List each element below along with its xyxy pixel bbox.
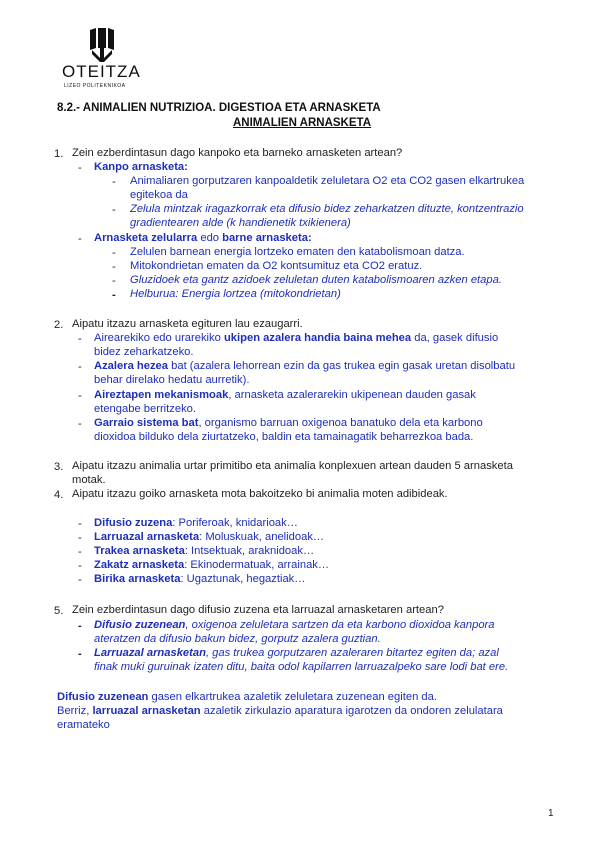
- bullet-dash: -: [78, 233, 82, 245]
- type-examples: : Ugaztunak, hegaztiak…: [180, 573, 306, 585]
- type-examples: : Moluskuak, anelidoak…: [199, 531, 325, 543]
- q1-inner-label-a: Arnasketa zelularra: [94, 232, 198, 244]
- q4-number: 4.: [54, 489, 64, 501]
- bullet-dash: -: [112, 261, 116, 273]
- bullet-dash: -: [78, 620, 82, 632]
- q2-item2-bold: Azalera hezea: [94, 360, 169, 372]
- q2-item4-cont: dioxidoa bilduko dela ziurtatzeko, baldin eta tamainagatik beharrezkoa bada.: [94, 431, 474, 443]
- q2-number: 2.: [54, 319, 64, 331]
- q2-item1-post: da, gasek difusio: [411, 332, 499, 344]
- q2-item1-pre: Airearekiko edo urarekiko: [94, 332, 224, 344]
- q1-inner-point4: Helburua: Energia lortzea (mitokondrietan): [130, 288, 341, 300]
- type-examples: : Poriferoak, knidarioak…: [172, 517, 298, 529]
- q1-number: 1.: [54, 148, 64, 160]
- q1-inner-point2: Mitokondrietan ematen da O2 kontsumituz eta CO2 eratuz.: [130, 260, 423, 272]
- type-name: Larruazal arnasketa: [94, 531, 200, 543]
- q3-text-cont: motak.: [72, 474, 106, 486]
- page-title: 8.2.- ANIMALIEN NUTRIZIOA. DIGESTIOA ETA ARNASKETA: [57, 102, 381, 114]
- bullet-dash: -: [112, 247, 116, 259]
- type-item: [94, 558, 329, 572]
- q2-item3-cont: etengabe berritzeko.: [94, 403, 196, 415]
- summary-line2: [57, 704, 503, 718]
- q2-text: Aipatu itzazu arnasketa egituren lau ezaugarri.: [72, 318, 303, 330]
- bullet-dash: -: [78, 418, 82, 430]
- q5-answer-a-cont: ateratzen da difusio bakun bidez, gorputz azalera guztian.: [94, 633, 381, 645]
- summary-line1-bold: Difusio zuzenean: [57, 691, 149, 703]
- q1-inner-label-mid: edo: [197, 232, 223, 244]
- bullet-dash: -: [78, 546, 82, 558]
- bullet-dash: -: [78, 560, 82, 572]
- bullet-dash: -: [112, 176, 116, 188]
- q1-outer-point2-cont: gradientearen alde (k handienetik txikienera): [130, 217, 351, 229]
- q5-text: Zein ezberdintasun dago difusio zuzena eta larruazal arnasketaren artean?: [72, 604, 444, 616]
- type-name: Zakatz arnasketa: [94, 559, 185, 571]
- summary-line1-rest: gasen elkartrukea azaletik zeluletara zuzenean egiten da.: [148, 691, 437, 703]
- page-number: 1: [548, 808, 554, 819]
- q5-answer-a: [94, 618, 494, 632]
- q1-text: Zein ezberdintasun dago kanpoko eta barneko arnasketen artean?: [72, 147, 403, 159]
- q4-text: Aipatu itzazu goiko arnasketa mota bakoitzeko bi animalia moten adibideak.: [72, 488, 448, 500]
- summary-line2-cont: eramateko: [57, 719, 110, 731]
- q5-answer-a-rest: , oxigenoa zeluletara sartzen da eta karbono dioxidoa kanpora: [185, 619, 495, 631]
- q2-item4-post: , organismo barruan oxigenoa banatuko dela eta karbono: [198, 417, 483, 429]
- type-name: Birika arnasketa: [94, 573, 181, 585]
- q2-item4: [94, 416, 483, 430]
- type-item: [94, 530, 324, 544]
- type-name: Difusio zuzena: [94, 517, 173, 529]
- type-item: [94, 544, 314, 558]
- q2-item1-cont: bidez zeharkatzeko.: [94, 346, 194, 358]
- type-examples: : Intsektuak, araknidoak…: [184, 545, 315, 557]
- bullet-dash: -: [78, 333, 82, 345]
- bullet-dash: -: [78, 361, 82, 373]
- bullet-dash: -: [78, 574, 82, 586]
- bullet-dash: -: [78, 390, 82, 402]
- q2-item2-post: bat (azalera lehorrean ezin da gas trukea egin gasak uretan disolbatu: [168, 360, 516, 372]
- q5-answer-b-rest: , gas trukea gorputzaren azaleraren bitartez egiten da; azal: [205, 647, 499, 659]
- q1-inner-label: [94, 231, 312, 245]
- q5-answer-a-bold: Difusio zuzenean: [94, 619, 186, 631]
- bullet-dash: -: [112, 204, 116, 216]
- q1-inner-point1: Zelulen barnean energia lortzeko ematen den katabolismoan datza.: [130, 246, 465, 258]
- q2-item1-bold: ukipen azalera handia baina mehea: [223, 332, 412, 344]
- q1-outer-point2: Zelula mintzak iragazkorrak eta difusio bidez zeharkatzen dituzte, kontzentrazio: [130, 203, 524, 215]
- q2-item2-cont: behar direlako hedatu aurretik).: [94, 374, 250, 386]
- q5-answer-b-bold: Larruazal arnasketan: [94, 647, 206, 659]
- q2-item3-bold: Aireztapen mekanismoak: [94, 389, 229, 401]
- bullet-dash: -: [112, 275, 116, 287]
- logo-subtitle: LIZEO POLITEKNIKOA: [64, 83, 126, 89]
- logo: [62, 26, 152, 98]
- bullet-dash: -: [112, 289, 116, 301]
- q1-inner-point3: Gluzidoek eta gantz azidoek zeluletan duten katabolismoaren azken etapa.: [130, 274, 502, 286]
- bullet-dash: -: [78, 532, 82, 544]
- type-item: [94, 572, 305, 586]
- q5-answer-b-cont: finak muki guruinak izaten ditu, baita odol kapilarren larruazalpeko sare lodi bat ere.: [94, 661, 509, 673]
- summary-line1: [57, 690, 437, 704]
- summary-line2-rest: azaletik zirkulazio aparatura igarotzen da ondoren zelulatara: [200, 705, 503, 717]
- oteitza-emblem-icon: [62, 26, 152, 66]
- q5-number: 5.: [54, 605, 64, 617]
- q3-text: Aipatu itzazu animalia urtar primitibo eta animalia konplexuen artean dauden 5 arnasketa: [72, 460, 513, 472]
- q2-item4-bold: Garraio sistema bat: [94, 417, 199, 429]
- q2-item1: [94, 331, 498, 345]
- type-item: [94, 516, 298, 530]
- logo-name: OTEITZA: [62, 62, 141, 81]
- q3-number: 3.: [54, 461, 64, 473]
- bullet-dash: -: [78, 162, 82, 174]
- q1-inner-label-b: barne arnasketa:: [222, 232, 312, 244]
- summary-line2-pre: Berriz,: [57, 705, 93, 717]
- q1-outer-point1: Animaliaren gorputzaren kanpoaldetik zeluletara O2 eta CO2 gasen elkartrukea: [130, 175, 525, 187]
- type-examples: : Ekinodermatuak, arrainak…: [184, 559, 330, 571]
- bullet-dash: -: [78, 648, 82, 660]
- type-name: Trakea arnasketa: [94, 545, 185, 557]
- page-subtitle: ANIMALIEN ARNASKETA: [233, 117, 371, 129]
- q2-item3-post: , arnasketa azalerarekin ukipenean dauden gasak: [228, 389, 476, 401]
- q1-outer-point1-cont: egitekoa da: [130, 189, 188, 201]
- q2-item2: [94, 359, 515, 373]
- summary-line2-bold: larruazal arnasketan: [92, 705, 201, 717]
- bullet-dash: -: [78, 518, 82, 530]
- q2-item3: [94, 388, 476, 402]
- q1-outer-label: Kanpo arnasketa:: [94, 161, 188, 173]
- q5-answer-b: [94, 646, 499, 660]
